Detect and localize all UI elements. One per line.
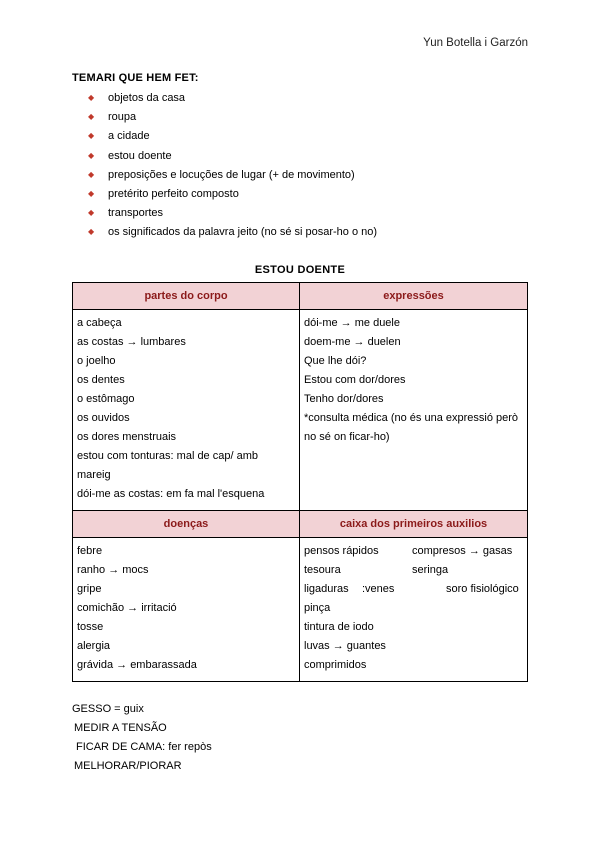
table-cell-line: tintura de iodo: [304, 621, 374, 633]
table-cell-line: Que lhe dói?: [304, 355, 367, 367]
list-item-text: preposições e locuções de lugar (+ de movimento): [108, 168, 355, 181]
table-cell-line: o estômago: [77, 393, 135, 405]
table-cell-line: grávida → embarassada: [77, 659, 197, 671]
table-cell-line: luvas → guantes: [304, 640, 386, 652]
list-item: [88, 149, 377, 168]
diamond-bullet-icon: ◆: [88, 208, 95, 218]
table-cell-text: ligaduras: [304, 583, 349, 595]
diamond-bullet-icon: ◆: [88, 131, 95, 141]
list-item: [88, 91, 377, 110]
caixa-row: [304, 561, 523, 580]
table-cell-line: Estou com dor/dores: [304, 374, 406, 386]
table-cell-text: seringa: [412, 564, 449, 576]
list-item-text: a cidade: [108, 130, 150, 143]
list-item: [88, 206, 377, 225]
footer-notes: [72, 700, 212, 776]
list-item: [88, 110, 377, 129]
list-item-text: os significados da palavra jeito (no sé si posar-ho o no): [108, 226, 378, 239]
caixa-header: caixa dos primeiros auxilios: [300, 511, 528, 538]
note-melhorar: MELHORAR/PIORAR: [74, 760, 182, 772]
temari-list: [88, 91, 377, 245]
table-cell-line: estou com tonturas: mal de cap/ amb: [77, 450, 258, 462]
table-cell-line: os dentes: [77, 374, 125, 386]
table-header-row: [73, 283, 528, 310]
table-cell-line: os ouvidos: [77, 412, 130, 424]
table-cell-line: gripe: [77, 583, 102, 595]
table-cell-line: doem-me → duelen: [304, 336, 401, 348]
diamond-bullet-icon: ◆: [88, 93, 95, 102]
list-item-text: estou doente: [108, 149, 172, 162]
list-item: [88, 225, 377, 244]
table-cell-line: a cabeça: [77, 317, 122, 329]
table-cell-line: ranho → mocs: [77, 564, 149, 576]
table-cell-line: comprimidos: [304, 659, 367, 671]
table-cell-text: soro fisiológico: [446, 583, 519, 595]
table-cell-line: dói-me → me duele: [304, 317, 400, 329]
diamond-bullet-icon: ◆: [88, 150, 95, 160]
doencas-header: doenças: [73, 511, 300, 538]
table-cell-text: compresos → gasas: [412, 545, 513, 557]
list-item-text: transportes: [108, 207, 164, 220]
expressoes-note: *consulta médica (no és una expressió però no sé on ficar-ho): [304, 412, 519, 443]
note-gesso: GESSO = guix: [72, 703, 144, 715]
table-cell-line: febre: [77, 545, 103, 557]
table-cell-line: as costas → lumbares: [77, 336, 186, 348]
section-title: ESTOU DOENTE: [254, 264, 346, 276]
expressoes-header: expressões: [300, 283, 528, 310]
temari-title: TEMARI QUE HEM FET:: [72, 72, 199, 84]
table-row: [73, 310, 528, 511]
partes-header: partes do corpo: [73, 283, 300, 310]
vocabulary-table: [72, 282, 528, 682]
diamond-bullet-icon: ◆: [88, 227, 95, 237]
table-cell-text: tesoura: [304, 564, 341, 576]
diamond-bullet-icon: ◆: [88, 188, 95, 198]
table-cell-line: Tenho dor/dores: [304, 393, 384, 405]
list-item-text: pretérito perfeito composto: [108, 187, 239, 200]
list-item-text: objetos da casa: [108, 92, 186, 104]
list-item: [88, 187, 377, 206]
table-cell-line: comichão → irritació: [77, 602, 177, 614]
list-item: [88, 129, 377, 148]
table-cell-line: alergia: [77, 640, 111, 652]
table-cell-line: dói-me as costas: em fa mal l'esquena: [77, 488, 265, 500]
diamond-bullet-icon: ◆: [88, 169, 95, 179]
expressoes-cell: [300, 310, 528, 511]
table-cell-line: tosse: [77, 621, 104, 633]
table-cell-text: pensos rápidos: [304, 545, 379, 557]
table-cell-line: mareig: [77, 469, 111, 481]
author-name: Yun Botella i Garzón: [423, 37, 528, 49]
note-medir: MEDIR A TENSÃO: [74, 722, 167, 734]
caixa-cell: [300, 538, 528, 682]
list-item-text: roupa: [108, 111, 137, 124]
table-cell-line: o joelho: [77, 355, 116, 367]
table-row: [73, 538, 528, 682]
caixa-row: [304, 542, 523, 561]
table-cell-text: :venes: [362, 583, 395, 595]
table-cell-line: pinça: [304, 602, 331, 614]
note-ficar: FICAR DE CAMA: fer repòs: [76, 741, 212, 753]
caixa-row: [304, 580, 523, 599]
partes-cell: [73, 310, 300, 511]
table-header-row: [73, 511, 528, 538]
list-item: [88, 168, 377, 187]
doencas-cell: [73, 538, 300, 682]
diamond-bullet-icon: ◆: [88, 112, 95, 122]
table-cell-line: os dores menstruais: [77, 431, 177, 443]
